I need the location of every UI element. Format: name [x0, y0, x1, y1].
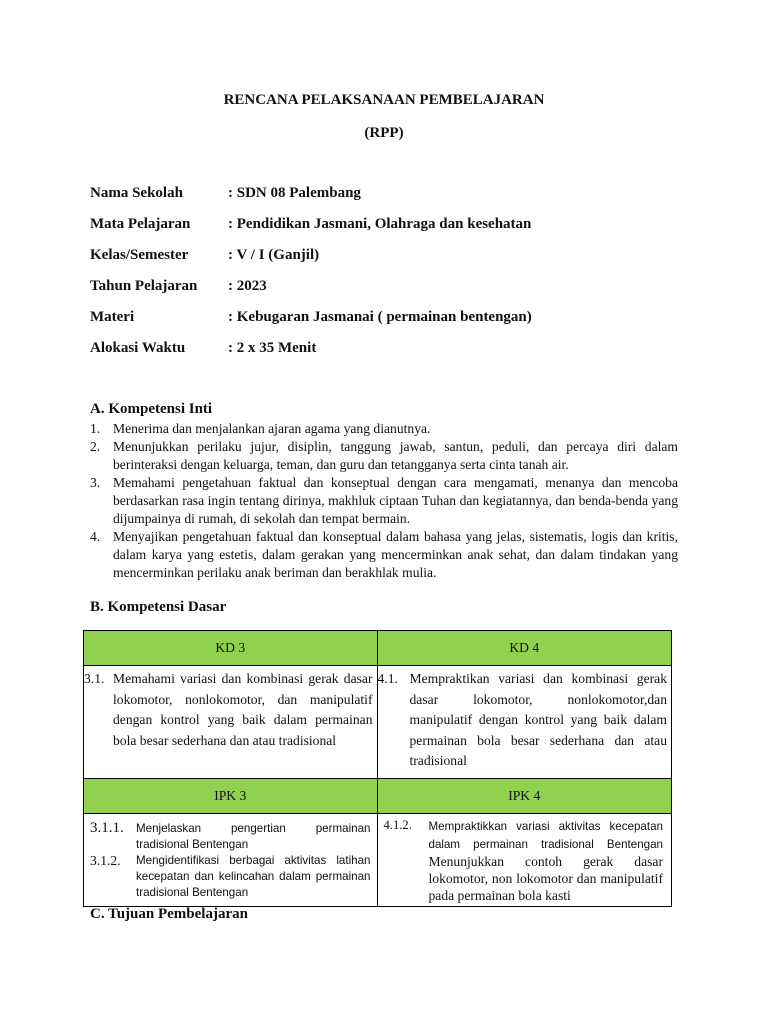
kd3-header: KD 3 — [84, 631, 378, 666]
table-header-row — [84, 631, 672, 666]
section-b-heading: B. Kompetensi Dasar — [90, 599, 227, 615]
ipk3-2-number: 3.1.2. — [90, 852, 121, 868]
list-item-number: 4. — [90, 529, 101, 544]
list-item — [90, 438, 678, 474]
kompetensi-dasar-table — [83, 630, 672, 907]
list-item — [90, 474, 678, 528]
list-item-number: 2. — [90, 439, 101, 454]
identity-value-time: : 2 x 35 Menit — [228, 340, 317, 356]
identity-label-subject: Mata Pelajaran — [90, 216, 191, 232]
kompetensi-inti-list — [90, 420, 678, 582]
kd3-number: 3.1. — [84, 671, 105, 686]
ipk3-header: IPK 3 — [84, 778, 378, 813]
identity-label-class: Kelas/Semester — [90, 247, 189, 263]
section-a-heading: A. Kompetensi Inti — [90, 401, 213, 417]
identity-label-time: Alokasi Waktu — [90, 340, 186, 356]
ipk3-2-text: Mengidentifikasi berbagai aktivitas latihan kecepatan dan kelincahan dalam permainan tradisional Bentengan — [136, 853, 371, 899]
list-item-number: 1. — [90, 421, 101, 436]
list-item — [90, 819, 371, 853]
ipk3-1-text: Menjelaskan pengertian permainan tradisional Bentengan — [136, 821, 371, 851]
table-row — [84, 666, 672, 779]
list-item-text: Menyajikan pengetahuan faktual dan konseptual dalam bahasa yang jelas, sistematis, logis dan kritis, dalam karya yang estetis, dalam gerakan yang mencerminkan anak sehat, dan dalam tindakan yang mencerminkan perilaku anak beriman dan berakhlak mulia. — [113, 529, 678, 580]
ipk3-cell — [84, 813, 378, 906]
identity-value-school: : SDN 08 Palembang — [228, 185, 361, 201]
kd3-text: Memahami variasi dan kombinasi gerak dasar lokomotor, nonlokomotor, dan manipulatif dengan kontrol yang baik dalam permainan bola besar sederhana dan atau tradisional — [113, 671, 373, 748]
kd4-text: Mempraktikan variasi dan kombinasi gerak dasar lokomotor, nonlokomotor,dan manipulatif dengan kontrol yang baik dalam permainan bola besar sederhana dan atau tradisional — [409, 671, 667, 768]
document-subtitle: (RPP) — [364, 125, 404, 141]
ipk4-1-number: 4.1.2. — [383, 817, 412, 832]
list-item-text: Menerima dan menjalankan ajaran agama yang dianutnya. — [113, 421, 431, 436]
list-item — [90, 420, 678, 438]
list-item — [384, 817, 664, 904]
list-item-text: Memahami pengetahuan faktual dan konseptual dengan cara mengamati, menanya dan mencoba berdasarkan rasa ingin tentang dirinya, makhluk ciptaan Tuhan dan kegiatannya, dan benda-benda yang dijumpainya di rumah, di sekolah dan tempat bermain. — [113, 475, 678, 526]
ipk3-1-number: 3.1.1. — [90, 819, 124, 836]
table-row — [84, 813, 672, 906]
kd4-cell — [377, 666, 672, 779]
identity-label-material: Materi — [90, 309, 135, 325]
identity-value-year: : 2023 — [228, 278, 267, 294]
table-header-row — [84, 778, 672, 813]
identity-label-year: Tahun Pelajaran — [90, 278, 198, 294]
list-item — [90, 528, 678, 582]
ipk4-header: IPK 4 — [377, 778, 672, 813]
kd4-number: 4.1. — [377, 671, 398, 686]
kd3-cell — [84, 666, 378, 779]
list-item — [90, 853, 371, 901]
identity-value-subject: : Pendidikan Jasmani, Olahraga dan kesehatan — [228, 216, 532, 232]
list-item-text: Menunjukkan perilaku jujur, disiplin, tanggung jawab, santun, peduli, dan percaya diri dalam berinteraksi dengan keluarga, teman, dan guru dan tetangganya serta cinta tanah air. — [113, 439, 678, 472]
kd4-header: KD 4 — [377, 631, 672, 666]
ipk4-cell — [377, 813, 672, 906]
identity-value-class: : V / I (Ganjil) — [228, 247, 320, 263]
ipk4-1-text-serif: Menunjukkan contoh gerak dasar lokomotor, non lokomotor dan manipulatif pada permainan bola kasti — [428, 853, 663, 903]
identity-label-school: Nama Sekolah — [90, 185, 183, 201]
identity-value-material: : Kebugaran Jasmanai ( permainan bentengan) — [228, 309, 532, 325]
document-title: RENCANA PELAKSANAAN PEMBELAJARAN — [223, 92, 545, 108]
section-c-heading: C. Tujuan Pembelajaran — [90, 906, 248, 922]
ipk4-1-text-sans: Mempraktikkan variasi aktivitas kecepatan dalam permainan tradisional Bentengan — [428, 819, 663, 851]
list-item-number: 3. — [90, 475, 101, 490]
